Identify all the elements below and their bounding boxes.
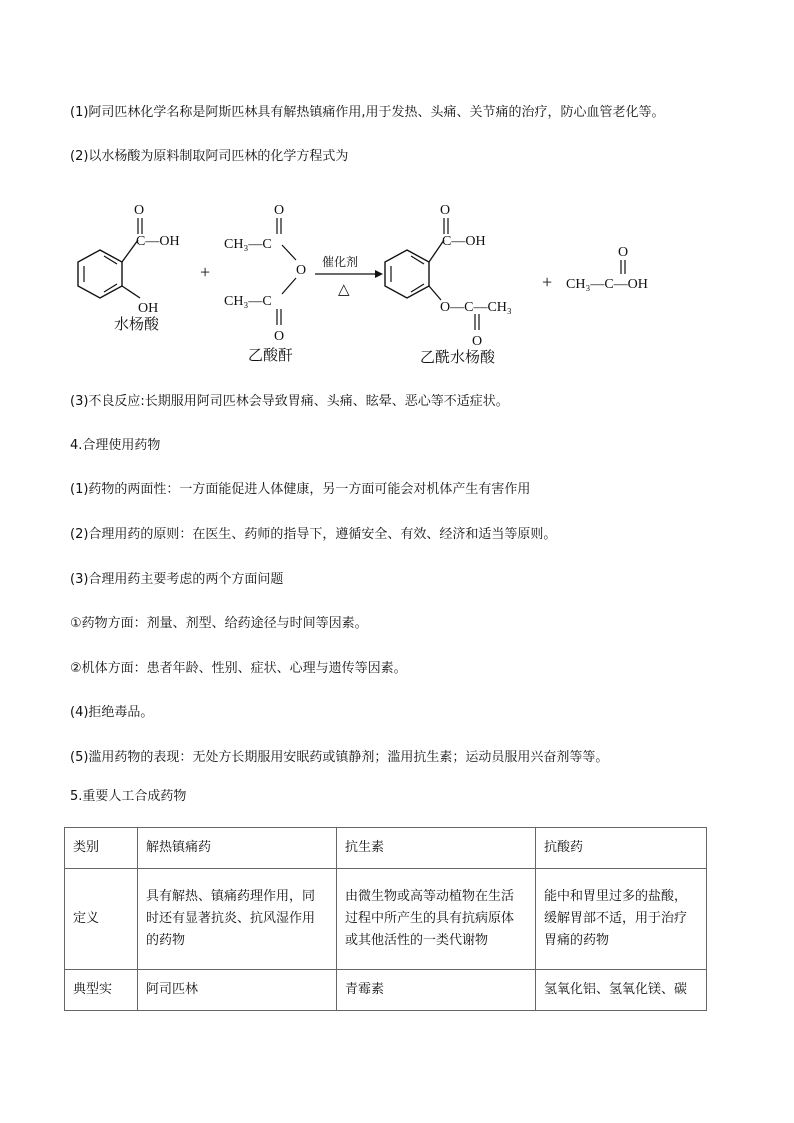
body-aspect: ②机体方面：患者年龄、性别、症状、心理与遗传等因素。 [70,661,407,676]
reaction-arrow [315,254,383,298]
product-ester-o: O [472,334,483,349]
catalyst-label: 催化剂 [322,255,359,269]
acetic-anhydride-name: 乙酸酐 [248,346,294,364]
synthesis-intro: (2)以水杨酸为原料制取阿司匹林的化学方程式为 [70,149,349,164]
header-antacid: 抗酸药 [536,828,707,869]
product-carbonyl-o: O [440,203,451,218]
definition-antipyretic [138,869,337,970]
acetic-acid-structure [566,245,648,292]
anhydride-bridge-o: O [296,263,307,278]
heat-symbol: △ [338,282,350,298]
row-label-definition: 定义 [65,869,138,970]
drug-duality: (1)药物的两面性：一方面能促进人体健康，另一方面可能会对机体产生有害作用 [70,482,531,497]
acetylsalicylic-acid-structure [385,203,512,366]
side-effects: (3)不良反应:长期服用阿司匹林会导致胃痛、头痛、眩晕、恶心等不适症状。 [70,394,509,409]
header-antipyretic: 解热镇痛药 [138,828,337,869]
definition-line: 时还有显著抗炎、抗风湿作用 [146,911,316,926]
example-antipyretic: 阿司匹林 [138,970,337,1011]
section4-heading: 4.合理使用药物 [70,438,161,453]
acetylsalicylic-acid-name: 乙酰水杨酸 [420,348,496,366]
hydroxyl-label: OH [138,301,159,316]
table-row [65,869,707,970]
definition-line: 过程中所产生的具有抗病原体 [345,911,515,926]
plus-sign-2: + [542,272,553,292]
anhydride-o-bottom: O [274,329,285,344]
definition-line: 或其他活性的一类代谢物 [345,933,489,948]
header-category: 类别 [65,828,138,869]
example-antacid: 氢氧化铝、氢氧化镁、碳 [536,970,707,1011]
anhydride-ch3c-top: CH₃—C [224,237,272,252]
definition-line: 由微生物或高等动植物在生活 [345,889,515,904]
definition-line: 胃痛的药物 [544,933,610,948]
definition-line: 能中和胃里过多的盐酸， [544,889,688,904]
definition-antibiotic [337,869,536,970]
synthetic-drugs-table [64,827,707,1011]
drug-abuse: (5)滥用药物的表现：无处方长期服用安眠药或镇静剂；滥用抗生素；运动员服用兴奋剂等等。 [70,750,609,765]
anhydride-ch3c-bottom: CH₃—C [224,294,272,309]
table-row [65,970,707,1011]
synthesis-reaction-diagram [60,190,700,370]
row-label-example: 典型实 [65,970,138,1011]
definition-line: 缓解胃部不适，用于治疗 [544,911,688,926]
drug-aspect: ①药物方面：剂量、剂型、给药途径与时间等因素。 [70,616,368,631]
acetic-acid-formula: CH₃—C—OH [566,277,648,292]
refuse-drugs: (4)拒绝毒品。 [70,705,154,720]
salicylic-acid-name: 水杨酸 [114,315,160,333]
definition-line: 的药物 [146,933,186,948]
carboxyl-label: C—OH [136,234,180,249]
carbonyl-o-label: O [134,203,145,218]
product-ester-label: O—C—CH₃ [440,300,512,315]
plus-sign-1: + [200,262,211,282]
definition-antacid [536,869,707,970]
example-antibiotic: 青霉素 [337,970,536,1011]
anhydride-o-top: O [274,203,285,218]
salicylic-acid-structure [78,203,180,333]
rational-use-principle: (2)合理用药的原则：在医生、药师的指导下，遵循安全、有效、经济和适当等原则。 [70,527,557,542]
acetic-acid-o: O [618,245,629,260]
aspirin-description: (1)阿司匹林化学名称是阿斯匹林具有解热镇痛作用,用于发热、头痛、关节痛的治疗，防心血管老化等。 [70,105,665,120]
header-antibiotic: 抗生素 [337,828,536,869]
table-header-row [65,828,707,869]
product-carboxyl-label: C—OH [442,234,486,249]
definition-line: 具有解热、镇痛药理作用，同 [146,889,316,904]
acetic-anhydride-structure [224,203,306,364]
two-aspects-heading: (3)合理用药主要考虑的两个方面问题 [70,572,284,587]
section5-heading: 5.重要人工合成药物 [70,789,187,804]
